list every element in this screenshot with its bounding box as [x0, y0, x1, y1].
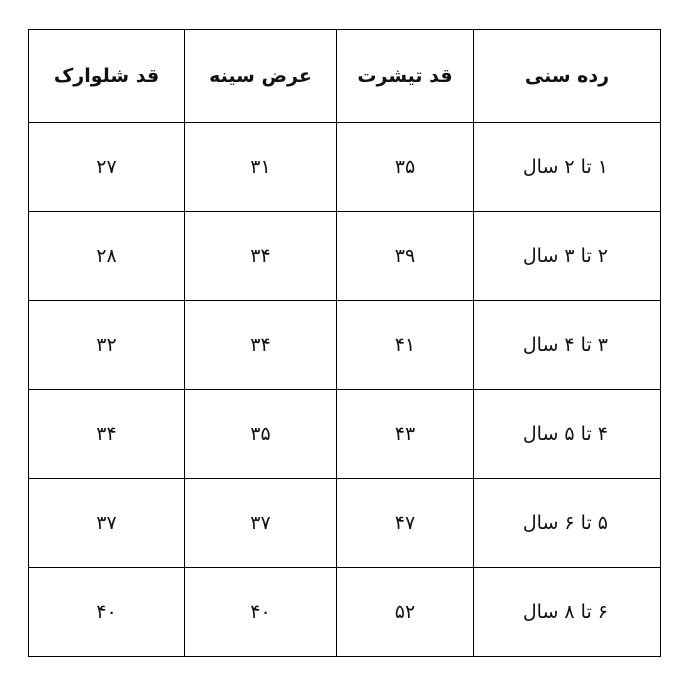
age-range-cell: ۴ تا ۵ سال — [474, 390, 661, 479]
age-range-cell: ۶ تا ۸ سال — [474, 568, 661, 657]
header-age-range: رده سنی — [474, 30, 661, 123]
header-shirt-length: قد تیشرت — [337, 30, 474, 123]
table-row — [29, 479, 661, 568]
age-range-cell: ۵ تا ۶ سال — [474, 479, 661, 568]
shorts-length-cell: ۳۴ — [29, 390, 185, 479]
shirt-length-cell: ۵۲ — [337, 568, 474, 657]
shorts-length-cell: ۲۸ — [29, 212, 185, 301]
shirt-length-cell: ۴۱ — [337, 301, 474, 390]
size-chart-table — [28, 29, 661, 657]
table-row — [29, 390, 661, 479]
table-row — [29, 212, 661, 301]
chest-width-cell: ۳۷ — [185, 479, 337, 568]
chest-width-cell: ۴۰ — [185, 568, 337, 657]
shorts-length-cell: ۳۷ — [29, 479, 185, 568]
shirt-length-cell: ۳۵ — [337, 123, 474, 212]
shorts-length-cell: ۴۰ — [29, 568, 185, 657]
chest-width-cell: ۳۴ — [185, 212, 337, 301]
shirt-length-cell: ۴۷ — [337, 479, 474, 568]
age-range-cell: ۲ تا ۳ سال — [474, 212, 661, 301]
header-chest-width: عرض سینه — [185, 30, 337, 123]
shorts-length-cell: ۳۲ — [29, 301, 185, 390]
table-row — [29, 301, 661, 390]
table-row — [29, 568, 661, 657]
age-range-cell: ۱ تا ۲ سال — [474, 123, 661, 212]
shorts-length-cell: ۲۷ — [29, 123, 185, 212]
age-range-cell: ۳ تا ۴ سال — [474, 301, 661, 390]
chest-width-cell: ۳۵ — [185, 390, 337, 479]
chest-width-cell: ۳۴ — [185, 301, 337, 390]
shirt-length-cell: ۴۳ — [337, 390, 474, 479]
chest-width-cell: ۳۱ — [185, 123, 337, 212]
header-shorts-length: قد شلوارک — [29, 30, 185, 123]
shirt-length-cell: ۳۹ — [337, 212, 474, 301]
table-header-row — [29, 30, 661, 123]
table-row — [29, 123, 661, 212]
